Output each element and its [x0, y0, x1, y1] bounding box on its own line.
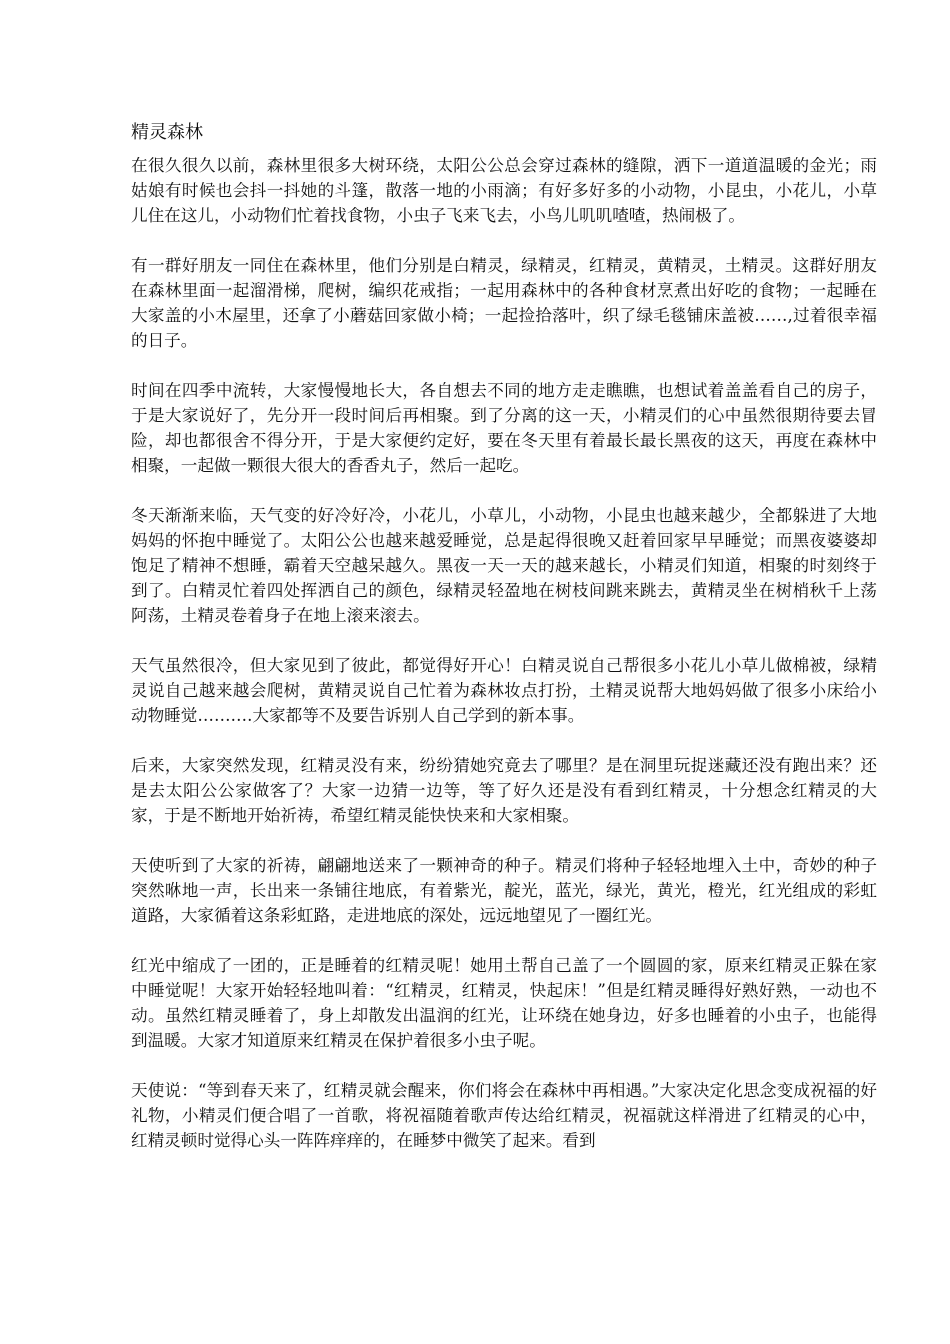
paragraph-3: 时间在四季中流转，大家慢慢地长大，各自想去不同的地方走走瞧瞧，也想试着盖盖看自己的房子，于是大家说好了，先分开一段时间后再相聚。到了分离的这一天，小精灵们的心中虽然很期待要去冒险，却也都很舍不得分开，于是大家便约定好，要在冬天里有着最长最长黑夜的这天，再度在森林中相聚，一起做一颗很大很大的香香丸子，然后一起吃。 — [131, 381, 877, 475]
paragraph-2: 有一群好朋友一同住在森林里，他们分别是白精灵，绿精灵，红精灵，黄精灵，土精灵。这群好朋友在森林里面一起溜滑梯，爬树，编织花戒指；一起用森林中的各种食材烹煮出好吃的食物；一起睡在大家盖的小木屋里，还拿了小蘑菇回家做小椅；一起捡拾落叶，织了绿毛毯铺床盖被……,过着很幸福的日子。 — [131, 256, 877, 350]
paragraph-7: 天使听到了大家的祈祷，翩翩地送来了一颗神奇的种子。精灵们将种子轻轻地埋入土中，奇妙的种子突然咻地一声，长出来一条铺往地底，有着紫光，靛光，蓝光，绿光，黄光，橙光，红光组成的彩虹道路，大家循着这条彩虹路，走进地底的深处，远远地望见了一圈红光。 — [131, 856, 877, 925]
paragraph-1: 在很久很久以前，森林里很多大树环绕，太阳公公总会穿过森林的缝隙，洒下一道道温暖的金光；雨姑娘有时候也会抖一抖她的斗篷，散落一地的小雨滴；有好多好多的小动物，小昆虫，小花儿，小草儿住在这儿，小动物们忙着找食物，小虫子飞来飞去，小鸟儿叽叽喳喳，热闹极了。 — [131, 156, 877, 225]
paragraph-5: 天气虽然很冷，但大家见到了彼此，都觉得好开心！白精灵说自己帮很多小花儿小草儿做棉被，绿精灵说自己越来越会爬树，黄精灵说自己忙着为森林妆点打扮，土精灵说帮大地妈妈做了很多小床给小动物睡觉……….大家都等不及要告诉别人自己学到的新本事。 — [131, 656, 877, 725]
paragraph-9: 天使说：“等到春天来了，红精灵就会醒来，你们将会在森林中再相遇。”大家决定化思念变成祝福的好礼物，小精灵们便合唱了一首歌，将祝福随着歌声传达给红精灵，祝福就这样滑进了红精灵的心中，红精灵顿时觉得心头一阵阵痒痒的，在睡梦中微笑了起来。看到 — [131, 1081, 877, 1150]
paragraph-4: 冬天渐渐来临，天气变的好冷好冷，小花儿，小草儿，小动物，小昆虫也越来越少，全都躲进了大地妈妈的怀抱中睡觉了。太阳公公也越来越爱睡觉，总是起得很晚又赶着回家早早睡觉；而黑夜婆婆却饱足了精神不想睡，霸着天空越呆越久。黑夜一天一天的越来越长，小精灵们知道，相聚的时刻终于到了。白精灵忙着四处挥洒自己的颜色，绿精灵轻盈地在树枝间跳来跳去，黄精灵坐在树梢秋千上荡阿荡，土精灵卷着身子在地上滚来滚去。 — [131, 506, 877, 625]
document-title: 精灵森林 — [131, 122, 203, 143]
paragraph-8: 红光中缩成了一团的，正是睡着的红精灵呢！她用土帮自己盖了一个圆圆的家，原来红精灵正躲在家中睡觉呢！大家开始轻轻地叫着：“红精灵，红精灵，快起床！”但是红精灵睡得好熟好熟，一动也不动。虽然红精灵睡着了，身上却散发出温润的红光，让环绕在她身边，好多也睡着的小虫子，也能得到温暖。大家才知道原来红精灵在保护着很多小虫子呢。 — [131, 956, 877, 1050]
paragraph-6: 后来，大家突然发现，红精灵没有来，纷纷猜她究竟去了哪里？是在洞里玩捉迷藏还没有跑出来？还是去太阳公公家做客了？大家一边猜一边等，等了好久还是没有看到红精灵，十分想念红精灵的大家，于是不断地开始祈祷，希望红精灵能快快来和大家相聚。 — [131, 756, 877, 825]
document-page — [131, 117, 877, 1153]
